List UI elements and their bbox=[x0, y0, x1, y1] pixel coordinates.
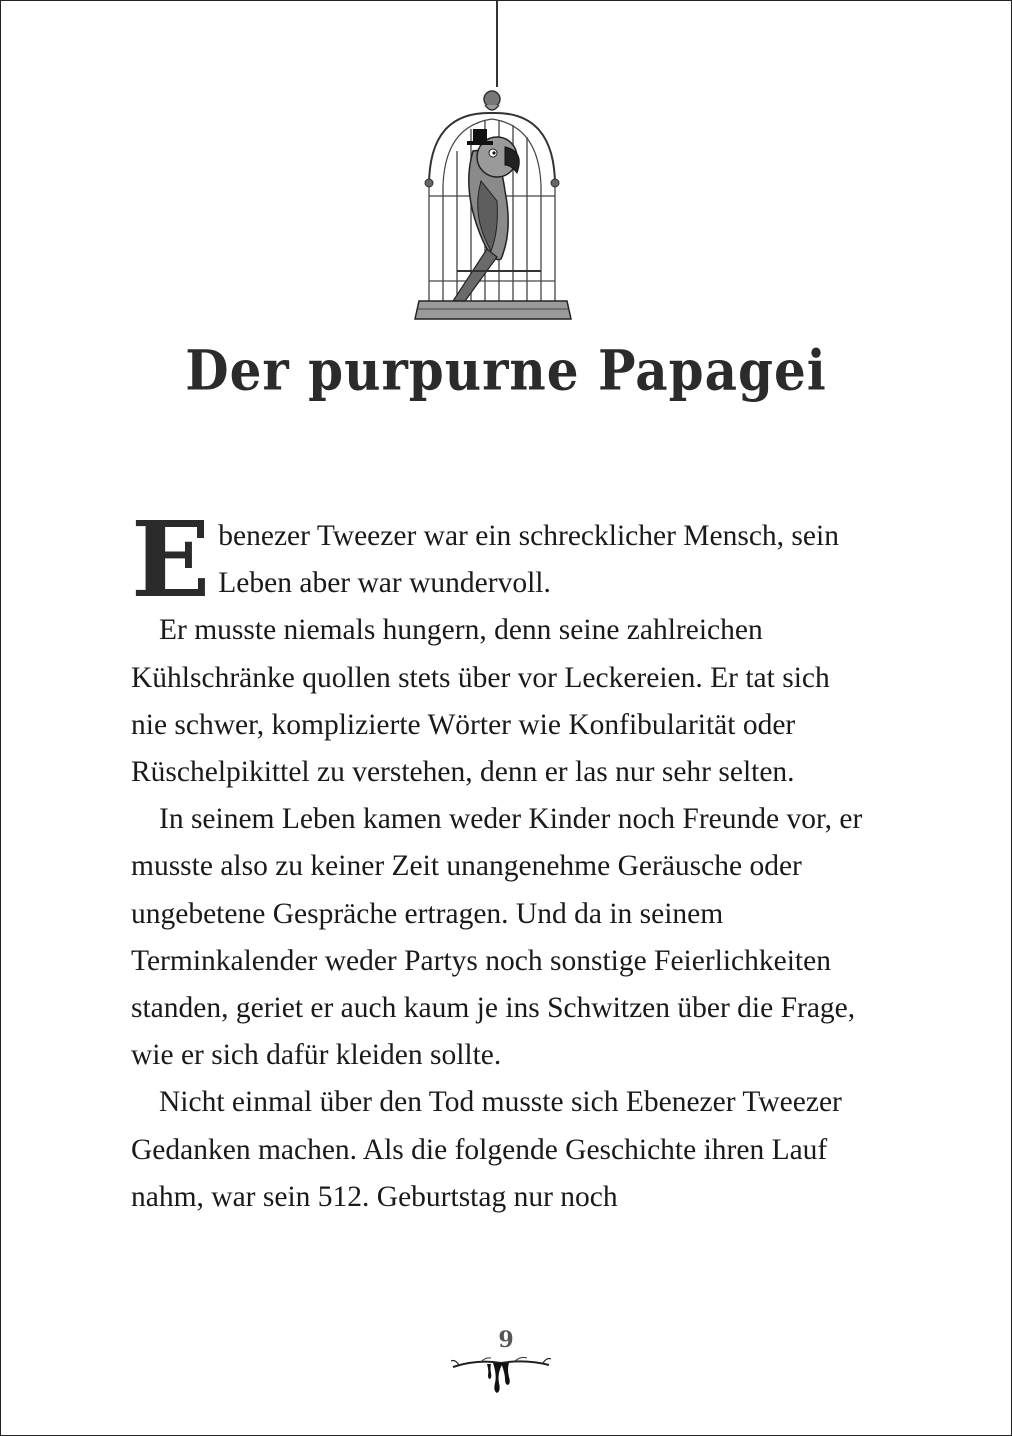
drop-cap: E bbox=[131, 498, 211, 621]
paragraph-3: In seinem Leben kamen weder Kinder noch Freunde vor, er musste also zu keiner Zeit unangenehme Geräusche oder ungebetene Gespräche ertragen. Und da in seinem Terminkalender weder Partys noch sonstige Feierlichkeiten standen, geriet er auch kaum je ins Schwitzen über die Frage, wie er sich dafür kleiden sollte. bbox=[131, 803, 863, 1072]
page-number: 9 bbox=[498, 1327, 514, 1353]
paragraph-1-text: benezer Tweezer war ein schrecklicher Mensch, sein Leben aber war wundervoll. bbox=[218, 520, 839, 600]
chapter-title: Der purpurne Papagei bbox=[185, 338, 827, 403]
paragraph-4: Nicht einmal über den Tod musste sich Ebenezer Tweezer Gedanken machen. Als die folgende Geschichte ihren Lauf nahm, war sein 512. Geburtstag nur noch bbox=[131, 1086, 842, 1213]
paragraph-1 bbox=[131, 498, 866, 621]
chapter-body bbox=[131, 498, 866, 1221]
parrot-in-cage-icon bbox=[401, 1, 601, 321]
paragraph-2: Er musste niemals hungern, denn seine zahlreichen Kühlschränke quollen stets über vor Leckereien. Er tat sich nie schwer, komplizierte Wörter wie Konfibularität oder Rüschelpikittel zu verstehen, denn er las nur sehr selten. bbox=[131, 614, 830, 789]
dripping-branch-ornament-icon bbox=[451, 1353, 551, 1397]
